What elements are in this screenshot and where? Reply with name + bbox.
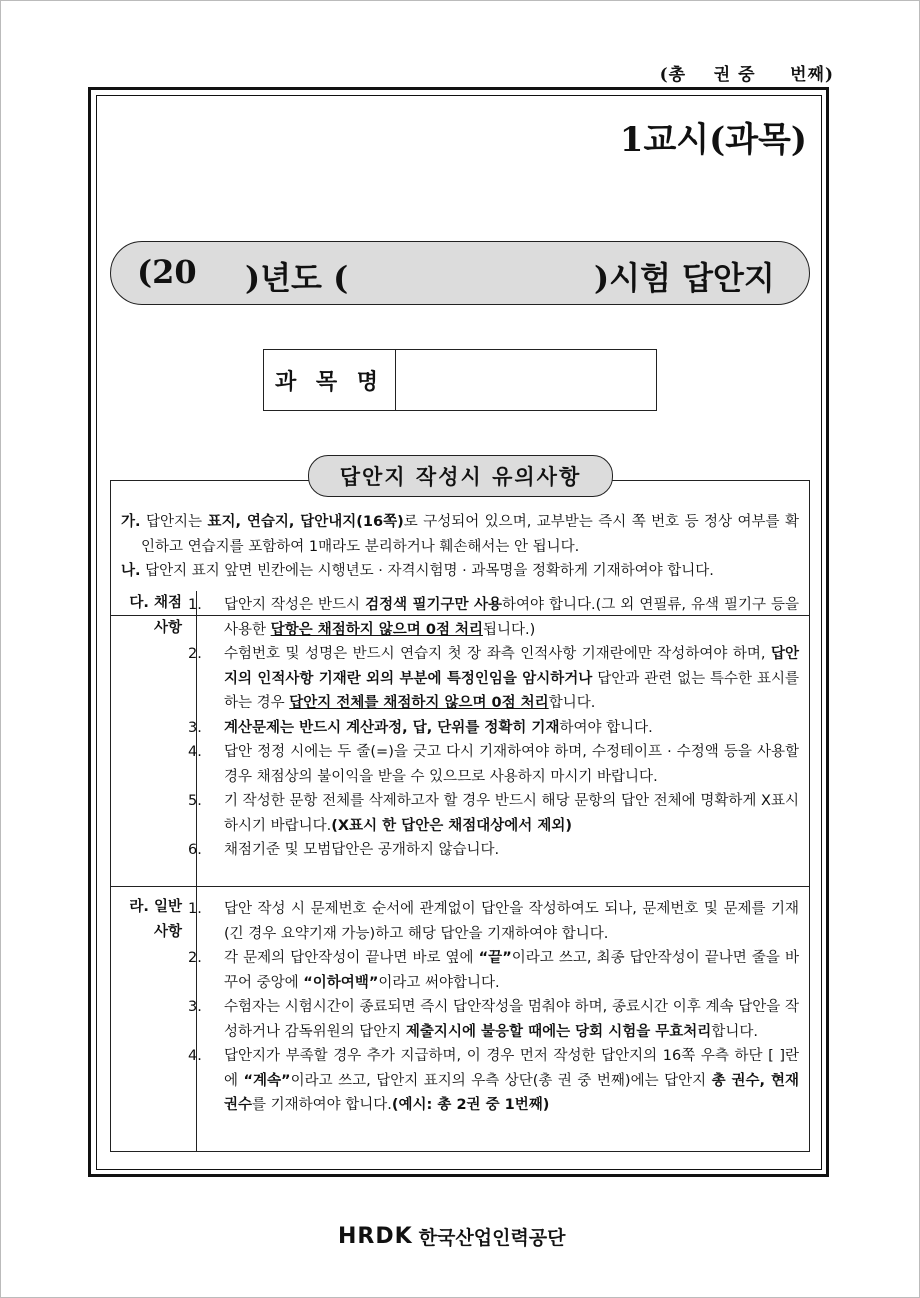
notice-box — [110, 480, 810, 1152]
subject-field[interactable] — [396, 350, 656, 410]
scoring-item: 3. 계산문제는 반드시 계산과정, 답, 단위를 정확히 기재하여야 합니다. — [188, 719, 653, 736]
footer — [338, 1223, 566, 1250]
banner-year: (20 — [137, 253, 197, 291]
scoring-section — [111, 591, 809, 887]
general-item: 1. 답안 작성 시 문제번호 순서에 관계없이 답안을 작성하여도 되나, 문제번호 및 문제를 기재(긴 경우 요약기재 가능)하고 해당 답안을 기재하여야 합니다. — [188, 901, 799, 942]
organization-name: 한국산업인력공단 — [418, 1227, 566, 1249]
scoring-item: 5. 기 작성한 문항 전체를 삭제하고자 할 경우 반드시 해당 문항의 답안 전체에 명확하게 X표시하시기 바랍니다.(X표시 한 답안은 채점대상에서 제외) — [188, 793, 799, 834]
note-na: 나. 답안지 표지 앞면 빈칸에는 시행년도 · 자격시험명 · 과목명을 정확하게 기재하여야 합니다. — [121, 563, 714, 579]
banner-middle: )년도 ( — [245, 259, 349, 297]
scoring-item: 1. 답안지 작성은 반드시 검정색 필기구만 사용하여야 합니다.(그 외 연필류, 유색 필기구 등을 사용한 답항은 채점하지 않으며 0점 처리됩니다.) — [188, 597, 799, 638]
scoring-heading: 다. 채점 사항 — [111, 591, 197, 886]
scoring-item: 4. 답안 정정 시에는 두 줄(=)을 긋고 다시 기재하여야 하며, 수정테이프 · 수정액 등을 사용할 경우 채점상의 불이익을 받을 수 있으므로 사용하지 마시기 바랍니다. — [188, 744, 799, 785]
exam-title-banner — [110, 241, 810, 305]
subject-label: 과 목 명 — [264, 350, 396, 410]
general-item: 4. 답안지가 부족할 경우 추가 지급하며, 이 경우 먼저 작성한 답안지의 16쪽 우측 하단 [ ]란에 “계속”이라고 쓰고, 답안지 표지의 우측 상단(총 권 중 번째)에는 답안지 총 권수, 현재 권수를 기재하여야 합니다.(예시: 총 2권 중 1번째) — [188, 1048, 799, 1113]
notice-title: 답안지 작성시 유의사항 — [308, 455, 613, 497]
general-item: 3. 수험자는 시험시간이 종료되면 즉시 답안작성을 멈춰야 하며, 종료시간 이후 계속 답안을 작성하거나 감독위원의 답안지 제출지시에 불응할 때에는 당회 시험을 무효처리합니다. — [188, 999, 799, 1040]
hrdk-logo: HRDK — [338, 1224, 413, 1249]
scoring-item: 6. 채점기준 및 모범답안은 공개하지 않습니다. — [188, 842, 500, 858]
general-heading: 라. 일반 사항 — [111, 887, 197, 1152]
volume-count-label: (총 권 중 번째) — [659, 65, 834, 85]
period-title: 1교시(과목) — [619, 120, 807, 160]
general-item: 2. 각 문제의 답안작성이 끝나면 바로 옆에 “끝”이라고 쓰고, 최종 답안작성이 끝나면 줄을 바꾸어 중앙에 “이하여백”이라고 써야합니다. — [188, 950, 800, 991]
scoring-item: 2. 수험번호 및 성명은 반드시 연습지 첫 장 좌측 인적사항 기재란에만 작성하여야 하며, 답안지의 인적사항 기재란 외의 부분에 특정인임을 암시하거나 답안과 관련 없는 특수한 표시를 하는 경우 답안지 전체를 채점하지 않으며 0점 처리합니다. — [188, 646, 799, 711]
banner-suffix: )시험 답안지 — [594, 259, 775, 297]
subject-name-box — [263, 349, 657, 411]
general-section — [111, 887, 809, 1152]
note-ga: 가. 답안지는 표지, 연습지, 답안내지(16쪽)로 구성되어 있으며, 교부받는 즉시 쪽 번호 등 정상 여부를 확인하고 연습지를 포함하여 1매라도 분리하거나 훼손해서는 안 됩니다. — [121, 514, 799, 555]
